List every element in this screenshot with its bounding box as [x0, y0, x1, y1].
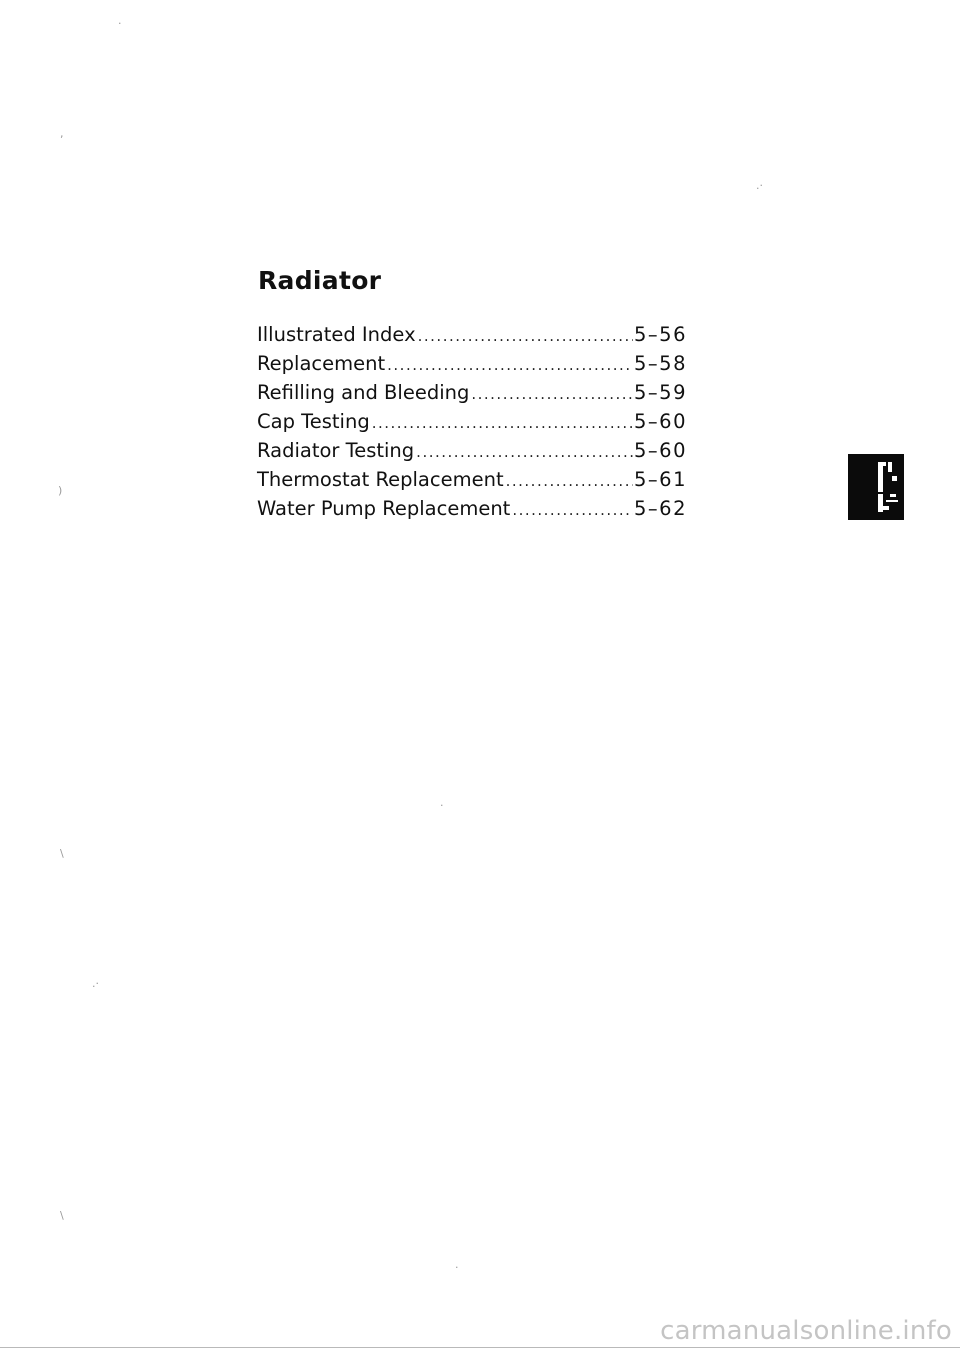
- scan-speck: ·: [455, 1261, 459, 1274]
- dot-leader: [512, 501, 633, 519]
- toc-entry-label: Replacement: [257, 352, 386, 375]
- toc-entry-label: Cap Testing: [257, 410, 370, 433]
- dot-leader: [416, 443, 633, 461]
- table-of-contents: [257, 323, 687, 526]
- dot-leader: [387, 356, 633, 374]
- dot-leader: [471, 385, 633, 403]
- toc-entry-page: 5–61: [634, 468, 687, 491]
- toc-entry-illustrated-index[interactable]: [257, 323, 687, 352]
- toc-entry-page: 5–62: [634, 497, 687, 520]
- section-title: Radiator: [258, 266, 382, 295]
- scan-speck: ·: [440, 799, 444, 812]
- toc-entry-page: 5–59: [634, 381, 687, 404]
- scan-speck: \: [60, 847, 64, 860]
- toc-entry-cap-testing[interactable]: [257, 410, 687, 439]
- toc-entry-replacement[interactable]: [257, 352, 687, 381]
- toc-entry-label: Refilling and Bleeding: [257, 381, 470, 404]
- toc-entry-water-pump-replacement[interactable]: [257, 497, 687, 526]
- toc-entry-refilling-and-bleeding[interactable]: [257, 381, 687, 410]
- dot-leader: [418, 327, 633, 345]
- section-tab-icon: [848, 454, 904, 520]
- dot-leader: [506, 472, 633, 490]
- toc-entry-radiator-testing[interactable]: [257, 439, 687, 468]
- toc-entry-page: 5–58: [634, 352, 687, 375]
- watermark-text: carmanualsonline.info: [660, 1316, 952, 1346]
- toc-entry-label: Thermostat Replacement: [257, 468, 504, 491]
- toc-entry-thermostat-replacement[interactable]: [257, 468, 687, 497]
- scan-speck: ,: [60, 127, 64, 140]
- toc-entry-page: 5–56: [634, 323, 687, 346]
- scan-speck: \: [60, 1209, 64, 1222]
- scan-speck: .·: [756, 179, 763, 192]
- scan-speck: ·: [118, 17, 122, 30]
- toc-entry-label: Radiator Testing: [257, 439, 415, 462]
- toc-entry-page: 5–60: [634, 410, 687, 433]
- section-edge-tab: [848, 454, 904, 520]
- footer-rule: [0, 1347, 960, 1348]
- toc-entry-label: Water Pump Replacement: [257, 497, 511, 520]
- toc-entry-page: 5–60: [634, 439, 687, 462]
- scan-speck: ): [58, 484, 63, 497]
- scan-speck: .·: [92, 977, 99, 990]
- dot-leader: [372, 414, 633, 432]
- toc-entry-label: Illustrated Index: [257, 323, 416, 346]
